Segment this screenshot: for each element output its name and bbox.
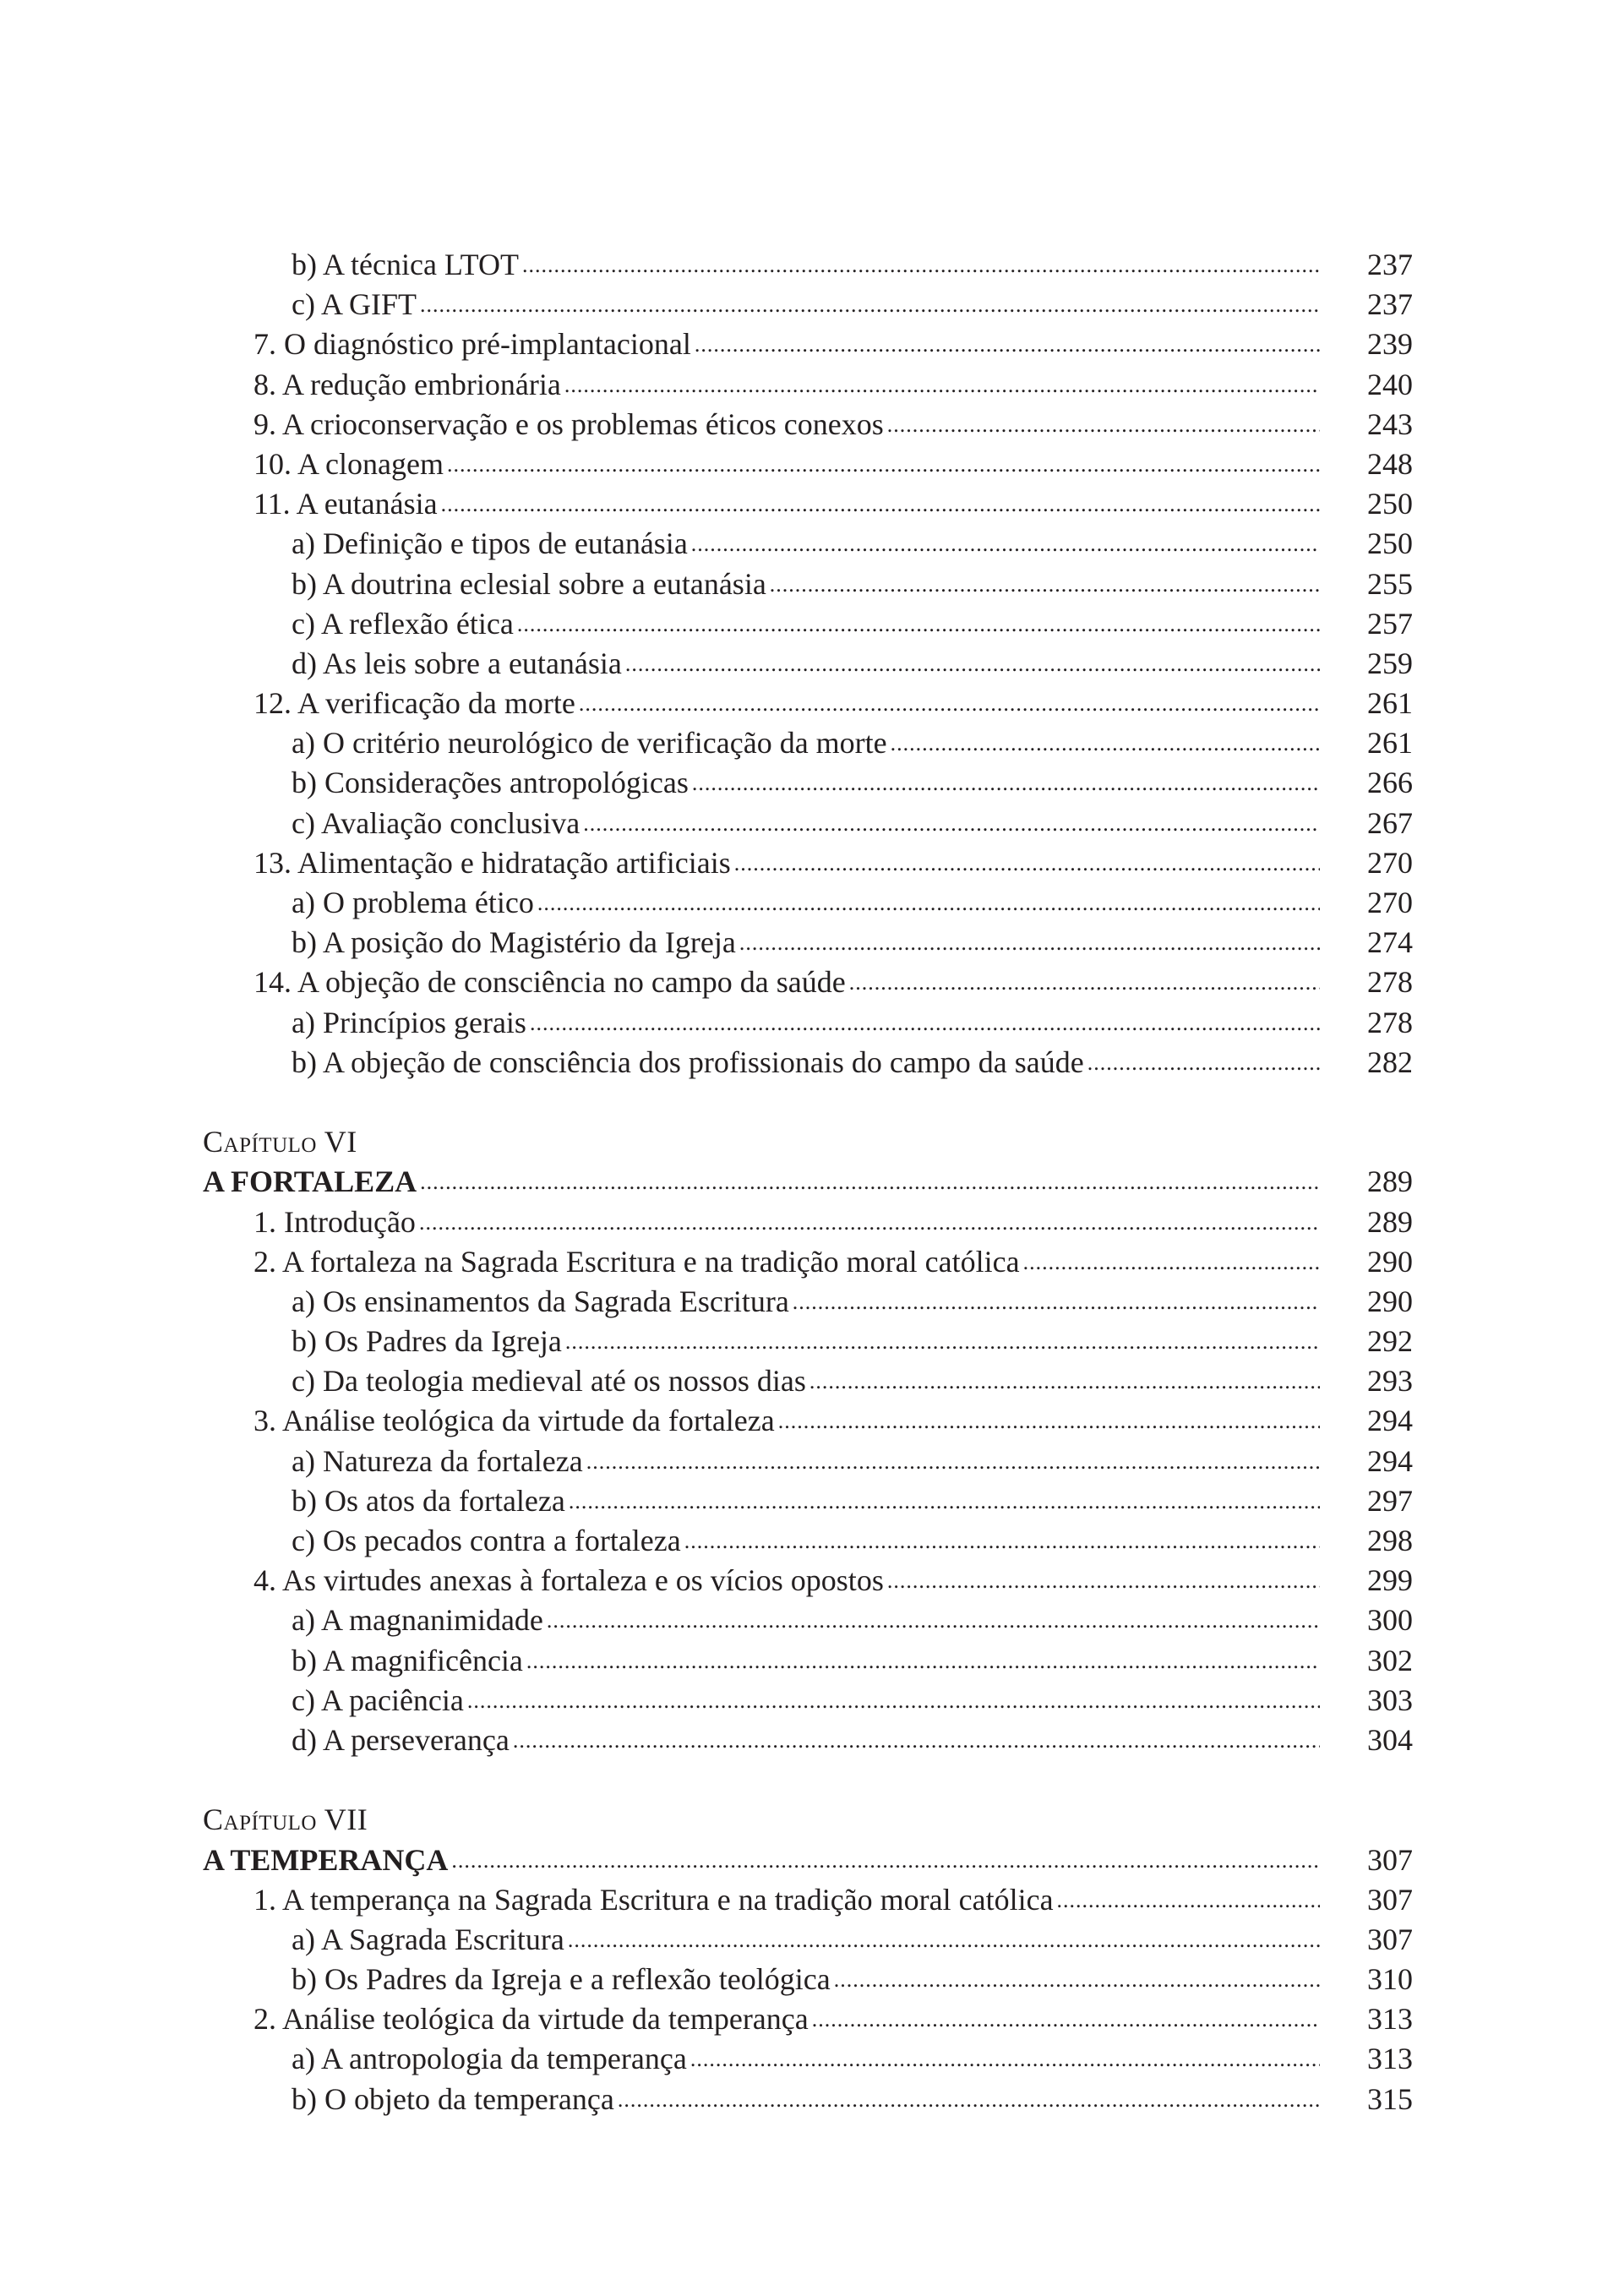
entry-title: 8. A redução embrionária xyxy=(253,367,561,401)
entry-title-container xyxy=(203,1880,1323,1920)
page-number: 290 xyxy=(1367,1244,1413,1279)
page-number: 243 xyxy=(1367,406,1413,441)
toc-entry[interactable] xyxy=(203,1920,1413,1960)
entry-title-container xyxy=(203,484,1323,524)
page-number: 307 xyxy=(1367,1842,1413,1877)
chapter-label: Capítulo VI xyxy=(203,1125,357,1159)
entry-title: d) As leis sobre a eutanásia xyxy=(292,646,622,680)
entry-title: 1. Introdução xyxy=(253,1204,416,1239)
page-number: 261 xyxy=(1367,726,1413,761)
entry-title: a) Princípios gerais xyxy=(292,1005,526,1039)
toc-entry[interactable] xyxy=(203,1401,1413,1441)
entry-title-container xyxy=(203,2039,1323,2079)
toc-entry[interactable] xyxy=(203,564,1413,604)
entry-title: b) O objeto da temperança xyxy=(292,2081,614,2116)
page-number: 292 xyxy=(1367,1324,1413,1359)
dot-leader xyxy=(625,644,1320,684)
page-number: 237 xyxy=(1367,287,1413,322)
page-number: 278 xyxy=(1367,1005,1413,1039)
page-number: 304 xyxy=(1367,1722,1413,1757)
dot-leader xyxy=(1057,1880,1320,1920)
page-number: 239 xyxy=(1367,327,1413,362)
toc-entry[interactable] xyxy=(203,2080,1413,2119)
entry-title-container xyxy=(203,644,1323,684)
page-number: 270 xyxy=(1367,845,1413,880)
dot-leader xyxy=(770,564,1320,604)
toc-entry[interactable] xyxy=(203,2039,1413,2079)
entry-title-container xyxy=(203,245,1323,285)
page-number: 299 xyxy=(1367,1563,1413,1598)
dot-leader xyxy=(734,843,1320,883)
entry-title-container xyxy=(203,1401,1323,1441)
page-number: 237 xyxy=(1367,248,1413,281)
entry-title: c) A GIFT xyxy=(292,287,417,322)
entry-title-container xyxy=(203,1242,1323,1282)
dot-leader xyxy=(579,684,1320,723)
dot-leader xyxy=(691,524,1320,564)
toc-entry[interactable] xyxy=(203,1721,1413,1760)
toc-entry[interactable] xyxy=(203,1641,1413,1681)
toc-entry[interactable] xyxy=(203,285,1413,324)
page-number: 300 xyxy=(1367,1603,1413,1638)
dot-leader xyxy=(887,1561,1320,1601)
toc-entry[interactable] xyxy=(203,1681,1413,1721)
page-number: 266 xyxy=(1367,766,1413,800)
entry-title: d) A perseverança xyxy=(292,1722,510,1757)
toc-entry[interactable] xyxy=(203,1960,1413,1999)
page-number: 289 xyxy=(1367,1204,1413,1239)
entry-title-container xyxy=(203,604,1323,644)
entry-title-container xyxy=(203,1681,1323,1721)
entry-title-container xyxy=(203,1481,1323,1521)
entry-title: b) A magnificência xyxy=(292,1643,523,1677)
toc-entry[interactable] xyxy=(203,484,1413,524)
entry-title-container xyxy=(203,1641,1323,1681)
section-spacer xyxy=(203,1083,1413,1122)
toc-entry[interactable] xyxy=(203,324,1413,364)
dot-leader xyxy=(583,804,1320,843)
entry-title-container xyxy=(203,365,1323,405)
page-number: 261 xyxy=(1367,686,1413,721)
entry-title: A FORTALEZA xyxy=(203,1164,417,1199)
chapter-title-entry[interactable] xyxy=(203,1162,1413,1202)
entry-title-container xyxy=(203,444,1323,484)
toc-entry[interactable] xyxy=(203,245,1413,285)
dot-leader xyxy=(447,444,1320,484)
entry-title: b) Os Padres da Igreja xyxy=(292,1324,562,1359)
page-number: 282 xyxy=(1367,1044,1413,1079)
dot-leader xyxy=(569,1481,1320,1521)
entry-title: c) A reflexão ética xyxy=(292,606,514,641)
entry-title: b) A posição do Magistério da Igreja xyxy=(292,925,736,960)
entry-title-container xyxy=(203,723,1323,763)
dot-leader xyxy=(1087,1043,1320,1083)
page-number: 315 xyxy=(1367,2081,1413,2116)
dot-leader xyxy=(537,883,1320,923)
entry-title-container xyxy=(203,1322,1323,1361)
entry-title: a) O critério neurológico de verificação da morte xyxy=(292,726,887,761)
entry-title-container xyxy=(203,1361,1323,1401)
dot-leader xyxy=(522,245,1320,285)
entry-title: b) A doutrina eclesial sobre a eutanásia xyxy=(292,566,766,601)
page-number: 298 xyxy=(1367,1524,1413,1557)
entry-title-container xyxy=(203,285,1323,324)
page-number: 250 xyxy=(1367,526,1413,561)
toc-entry[interactable] xyxy=(203,1203,1413,1242)
page-number: 302 xyxy=(1367,1643,1413,1677)
entry-title: a) O problema ético xyxy=(292,886,534,919)
page-number: 270 xyxy=(1367,886,1413,919)
dot-leader xyxy=(565,1322,1320,1361)
entry-title-container xyxy=(203,684,1323,723)
entry-title-container xyxy=(203,883,1323,923)
page-number: 297 xyxy=(1367,1483,1413,1518)
dot-leader xyxy=(526,1641,1320,1681)
toc-entry[interactable] xyxy=(203,1880,1413,1920)
dot-leader xyxy=(451,1841,1320,1880)
toc-entry[interactable] xyxy=(203,1521,1413,1561)
entry-title: a) A antropologia da temperança xyxy=(292,2042,687,2076)
toc-entry[interactable] xyxy=(203,843,1413,883)
dot-leader xyxy=(419,1203,1320,1242)
dot-leader xyxy=(690,2039,1320,2079)
entry-title: 2. A fortaleza na Sagrada Escritura e na tradição moral católica xyxy=(253,1244,1020,1279)
dot-leader xyxy=(778,1401,1320,1441)
toc-entry[interactable] xyxy=(203,963,1413,1002)
entry-title: c) Da teologia medieval até os nossos dias xyxy=(292,1364,806,1399)
chapter-label: Capítulo VII xyxy=(203,1802,368,1837)
toc-entry[interactable] xyxy=(203,763,1413,803)
entry-title-container xyxy=(203,1442,1323,1481)
page-number: 294 xyxy=(1367,1443,1413,1478)
entry-title: 12. A verificação da morte xyxy=(253,686,575,721)
entry-title-container xyxy=(203,1841,1323,1880)
dot-leader xyxy=(420,285,1320,324)
entry-title-container xyxy=(203,763,1323,803)
toc-entry[interactable] xyxy=(203,444,1413,484)
toc-entry[interactable] xyxy=(203,524,1413,564)
toc-entry[interactable] xyxy=(203,1282,1413,1322)
entry-title: 1. A temperança na Sagrada Escritura e na tradição moral católica xyxy=(253,1882,1054,1917)
toc-entry[interactable] xyxy=(203,1043,1413,1083)
entry-title: 14. A objeção de consciência no campo da saúde xyxy=(253,965,846,1000)
entry-title: b) Considerações antropológicas xyxy=(292,766,689,800)
entry-title: 3. Análise teológica da virtude da fortaleza xyxy=(253,1404,775,1438)
page-number: 250 xyxy=(1367,487,1413,521)
entry-title: 9. A crioconservação e os problemas éticos conexos xyxy=(253,406,884,441)
dot-leader xyxy=(441,484,1320,524)
dot-leader xyxy=(812,1999,1320,2039)
entry-title: a) Os ensinamentos da Sagrada Escritura xyxy=(292,1284,789,1318)
entry-title-container xyxy=(203,405,1323,444)
dot-leader xyxy=(695,324,1320,364)
toc-entry[interactable] xyxy=(203,684,1413,723)
page-number: 293 xyxy=(1367,1364,1413,1399)
toc-entry[interactable] xyxy=(203,365,1413,405)
entry-title: b) A objeção de consciência dos profissionais do campo da saúde xyxy=(292,1044,1084,1079)
entry-title: a) Definição e tipos de eutanásia xyxy=(292,526,688,561)
entry-title: c) A paciência xyxy=(292,1682,464,1717)
page-number: 240 xyxy=(1367,367,1413,401)
page-number: 290 xyxy=(1367,1284,1413,1318)
dot-leader xyxy=(849,963,1320,1002)
entry-title: b) Os Padres da Igreja e a reflexão teológica xyxy=(292,1962,831,1997)
toc-entry[interactable] xyxy=(203,1561,1413,1601)
dot-leader xyxy=(891,723,1320,763)
entry-title-container xyxy=(203,564,1323,604)
dot-leader xyxy=(834,1960,1320,1999)
entry-title-container xyxy=(203,2080,1323,2119)
toc-entry[interactable] xyxy=(203,1999,1413,2039)
page-number: 313 xyxy=(1367,2002,1413,2037)
dot-leader xyxy=(793,1282,1320,1322)
dot-leader xyxy=(887,405,1320,444)
entry-title-container xyxy=(203,843,1323,883)
dot-leader xyxy=(1023,1242,1320,1282)
toc-entry[interactable] xyxy=(203,604,1413,644)
entry-title-container xyxy=(203,1521,1323,1561)
section-spacer xyxy=(203,1760,1413,1800)
dot-leader xyxy=(618,2080,1320,2119)
entry-title: a) A magnanimidade xyxy=(292,1603,543,1638)
dot-leader xyxy=(586,1442,1320,1481)
toc-entry[interactable] xyxy=(203,1361,1413,1401)
dot-leader xyxy=(684,1521,1320,1561)
entry-title-container xyxy=(203,1920,1323,1960)
entry-title: 7. O diagnóstico pré-implantacional xyxy=(253,327,691,362)
entry-title-container xyxy=(203,1203,1323,1242)
toc-entry[interactable] xyxy=(203,1003,1413,1043)
entry-title: a) A Sagrada Escritura xyxy=(292,1922,564,1956)
toc-entry[interactable] xyxy=(203,1322,1413,1361)
dot-leader xyxy=(564,365,1320,405)
entry-title-container xyxy=(203,1561,1323,1601)
entry-title-container xyxy=(203,1162,1323,1202)
toc-section xyxy=(203,1760,1413,2119)
table-of-contents xyxy=(203,245,1413,2119)
dot-leader xyxy=(568,1920,1320,1960)
page-number: 248 xyxy=(1367,446,1413,481)
entry-title-container xyxy=(203,1282,1323,1322)
page-number: 303 xyxy=(1367,1682,1413,1717)
entry-title: b) A técnica LTOT xyxy=(292,248,519,281)
page-number: 259 xyxy=(1367,646,1413,680)
dot-leader xyxy=(692,763,1320,803)
entry-title: c) Avaliação conclusiva xyxy=(292,805,580,840)
entry-title-container xyxy=(203,1043,1323,1083)
toc-section xyxy=(203,245,1413,1083)
entry-title-container xyxy=(203,324,1323,364)
toc-entry[interactable] xyxy=(203,1481,1413,1521)
entry-title-container xyxy=(203,1960,1323,1999)
dot-leader xyxy=(530,1003,1320,1043)
dot-leader xyxy=(420,1162,1320,1202)
page-number: 294 xyxy=(1367,1404,1413,1438)
entry-title: 2. Análise teológica da virtude da temperança xyxy=(253,2002,809,2037)
page-number: 255 xyxy=(1367,566,1413,601)
page-number: 257 xyxy=(1367,606,1413,641)
page-number: 274 xyxy=(1367,925,1413,960)
entry-title-container xyxy=(203,963,1323,1002)
toc-entry[interactable] xyxy=(203,1242,1413,1282)
entry-title: 10. A clonagem xyxy=(253,446,444,481)
page-number: 278 xyxy=(1367,965,1413,1000)
dot-leader xyxy=(517,604,1320,644)
toc-entry[interactable] xyxy=(203,1442,1413,1481)
entry-title-container xyxy=(203,524,1323,564)
page-number: 307 xyxy=(1367,1882,1413,1917)
entry-title-container xyxy=(203,804,1323,843)
toc-entry[interactable] xyxy=(203,804,1413,843)
entry-title: c) Os pecados contra a fortaleza xyxy=(292,1524,681,1557)
page-number: 310 xyxy=(1367,1962,1413,1997)
toc-entry[interactable] xyxy=(203,883,1413,923)
entry-title: a) Natureza da fortaleza xyxy=(292,1443,583,1478)
toc-entry[interactable] xyxy=(203,723,1413,763)
entry-title: A TEMPERANÇA xyxy=(203,1842,449,1877)
toc-entry[interactable] xyxy=(203,405,1413,444)
toc-entry[interactable] xyxy=(203,923,1413,963)
entry-title: 11. A eutanásia xyxy=(253,487,438,521)
chapter-title-entry[interactable] xyxy=(203,1841,1413,1880)
entry-title: 4. As virtudes anexas à fortaleza e os vícios opostos xyxy=(253,1563,884,1598)
entry-title: 13. Alimentação e hidratação artificiais xyxy=(253,845,731,880)
toc-entry[interactable] xyxy=(203,644,1413,684)
dot-leader xyxy=(513,1721,1320,1760)
page-number: 313 xyxy=(1367,2042,1413,2076)
entry-title: b) Os atos da fortaleza xyxy=(292,1483,565,1518)
page-number: 289 xyxy=(1367,1164,1413,1199)
entry-title-container xyxy=(203,1601,1323,1640)
entry-title-container xyxy=(203,1003,1323,1043)
dot-leader xyxy=(739,923,1320,963)
dot-leader xyxy=(547,1601,1320,1640)
toc-entry[interactable] xyxy=(203,1601,1413,1640)
entry-title-container xyxy=(203,1999,1323,2039)
toc-section xyxy=(203,1083,1413,1760)
entry-title-container xyxy=(203,1721,1323,1760)
page-number: 307 xyxy=(1367,1922,1413,1956)
page-number: 267 xyxy=(1367,805,1413,840)
entry-title-container xyxy=(203,923,1323,963)
dot-leader xyxy=(467,1681,1320,1721)
dot-leader xyxy=(809,1361,1320,1401)
